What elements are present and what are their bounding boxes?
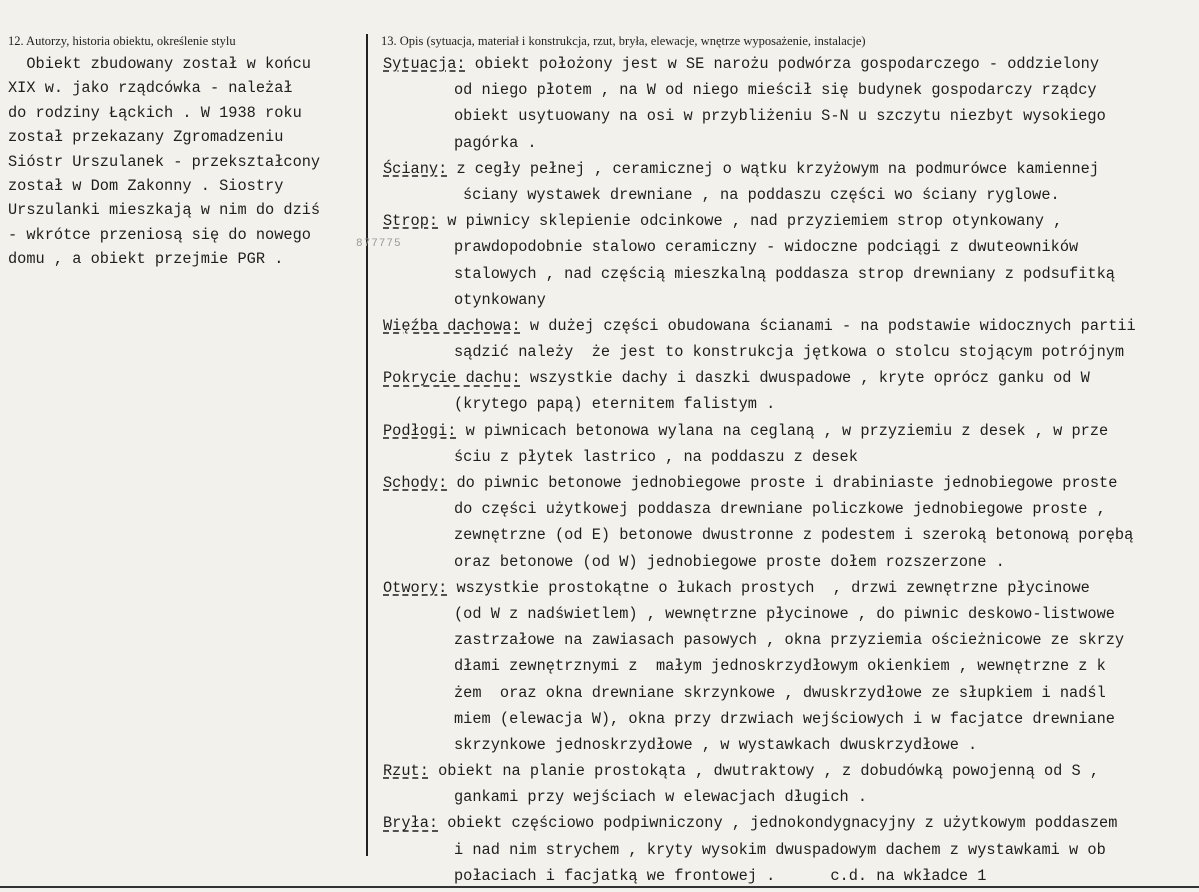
schody-line: oraz betonowe (od W) jednobiegowe proste dołem rozszerzone .	[454, 552, 1005, 571]
strop-line: stalowych , nad częścią mieszkalną poddasza strop drewniany z podsufitką	[454, 264, 1115, 283]
podlogi-row	[383, 418, 1199, 444]
otwory-line: żem oraz okna drewniane skrzynkowe , dwuskrzydłowe ze słupkiem i nadśl	[454, 683, 1106, 702]
history-text: Obiekt zbudowany został w końcu XIX w. jako rządcówka - należał do rodziny Łąckich . W 1938 roku został przekazany Zgromadzeniu Sióstr Urszulanek - przekształcony został w Dom Zakonny . Siostry Urszulanki mieszkają w nim do dziś - wkrótce przeniosą się do nowego domu , a obiekt przejmie PGR .	[8, 55, 321, 269]
bryla-line: i nad nim strychem , kryty wysokim dwuspadowym dachem z wystawkami w ob	[454, 840, 1106, 859]
rzut-row	[383, 758, 1199, 784]
otwory-label: Otwory:	[383, 578, 448, 597]
sytuacja-line: pagórka .	[454, 133, 537, 152]
otwory-line: miem (elewacja W), okna przy drzwiach wejściowych i w facjatce drewniane	[454, 709, 1115, 728]
schody-text: do piwnic betonowe jednobiegowe proste i drabiniaste jednobiegowe proste	[447, 474, 1118, 492]
strop-label: Strop:	[383, 212, 439, 231]
schody-line: do części użytkowej poddasza drewniane policzkowe jednobiegowe proste ,	[454, 500, 1106, 519]
strop-text: w piwnicy sklepienie odcinkowe , nad przyziemiem strop otynkowany ,	[438, 212, 1063, 231]
bryla-label: Bryła:	[383, 814, 439, 833]
sytuacja-text: obiekt położony jest w SE narożu podwórza gospodarczego - oddzielony	[465, 55, 1100, 73]
schody-label: Schody:	[383, 474, 448, 492]
bryla-text: obiekt częściowo podpiwniczony , jednokondygnacyjny z użytkowym poddaszem	[438, 814, 1118, 833]
pokrycie-line: (krytego papą) eternitem falistym .	[454, 395, 776, 414]
otwory-row	[383, 575, 1199, 601]
sytuacja-label: Sytuacja:	[383, 55, 466, 73]
description-block	[383, 51, 1199, 885]
sciany-text: z cegły pełnej , ceramicznej o wątku krzyżowym na podmurówce kamiennej	[447, 159, 1100, 178]
sciany-label: Ściany:	[383, 159, 448, 178]
podlogi-label: Podłogi:	[383, 421, 457, 440]
sytuacja-line: obiekt usytuowany na osi w przybliżeniu S-N u szczytu niezbyt wysokiego	[454, 107, 1106, 126]
strop-line: prawdopodobnie stalowo ceramiczny - widoczne podciągi z dwuteowników	[454, 238, 1079, 257]
schody-line: zewnętrzne (od E) betonowe dwustronne z podestem i szeroką betonową porębą	[454, 526, 1134, 545]
rzut-label: Rzut:	[383, 762, 429, 781]
strop-row	[383, 208, 1199, 234]
otwory-line: zastrzałowe na zawiasach pasowych , okna przyziemia ościeżnicowe ze skrzy	[454, 631, 1125, 650]
schody-row	[383, 470, 1199, 496]
bryla-line: połaciach i facjatką we frontowej . c.d. na wkładce 1	[454, 866, 987, 885]
otwory-text: wszystkie prostokątne o łukach prostych , drzwi zewnętrzne płycinowe	[447, 578, 1090, 597]
rzut-text: obiekt na planie prostokąta , dwutraktowy , z dobudówką powojenną od S ,	[428, 762, 1100, 781]
wiezba-label: Więźba dachowa:	[383, 316, 521, 335]
wiezba-row	[383, 313, 1199, 339]
section-13-header: 13. Opis (sytuacja, materiał i konstrukcja, rzut, bryła, elewacje, wnętrze wyposażenie, instalacje)	[381, 34, 866, 48]
sciany-line: ściany wystawek drewniane , na poddaszu części wo ściany ryglowe.	[463, 185, 1060, 204]
margin-mark: 877775	[356, 238, 402, 250]
strop-line: otynkowany	[454, 290, 546, 309]
podlogi-line: ściu z płytek lastrico , na poddaszu z desek	[454, 447, 858, 466]
otwory-line: skrzynkowe jednoskrzydłowe , w wystawkach dwuskrzydłowe .	[454, 735, 978, 754]
wiezba-text: w dużej części obudowana ścianami - na podstawie widocznych partii	[520, 316, 1136, 335]
wiezba-line: sądzić należy że jest to konstrukcja jętkowa o stolcu stojącym potrójnym	[454, 343, 1125, 362]
pokrycie-row	[383, 365, 1199, 391]
otwory-line: (od W z nadświetlem) , wewnętrzne płycinowe , do piwnic deskowo-listwowe	[454, 604, 1115, 623]
sytuacja-row	[383, 51, 1199, 77]
pokrycie-label: Pokrycie dachu:	[383, 369, 521, 388]
otwory-line: dłami zewnętrznymi z małym jednoskrzydłowym okienkiem , wewnętrzne z k	[454, 657, 1106, 676]
section-12-header: 12. Autorzy, historia obiektu, określenie stylu	[8, 34, 236, 48]
sciany-row	[383, 156, 1199, 182]
rzut-line: gankami przy wejściach w elewacjach długich .	[454, 788, 868, 807]
podlogi-text: w piwnicach betonowa wylana na ceglaną , w przyziemiu z desek , w prze	[456, 421, 1109, 440]
pokrycie-text: wszystkie dachy i daszki dwuspadowe , kryte oprócz ganku od W	[520, 369, 1090, 388]
sytuacja-line: od niego płotem , na W od niego mieścił się budynek gospodarczy rządcy	[454, 81, 1097, 100]
bryla-row	[383, 810, 1199, 836]
